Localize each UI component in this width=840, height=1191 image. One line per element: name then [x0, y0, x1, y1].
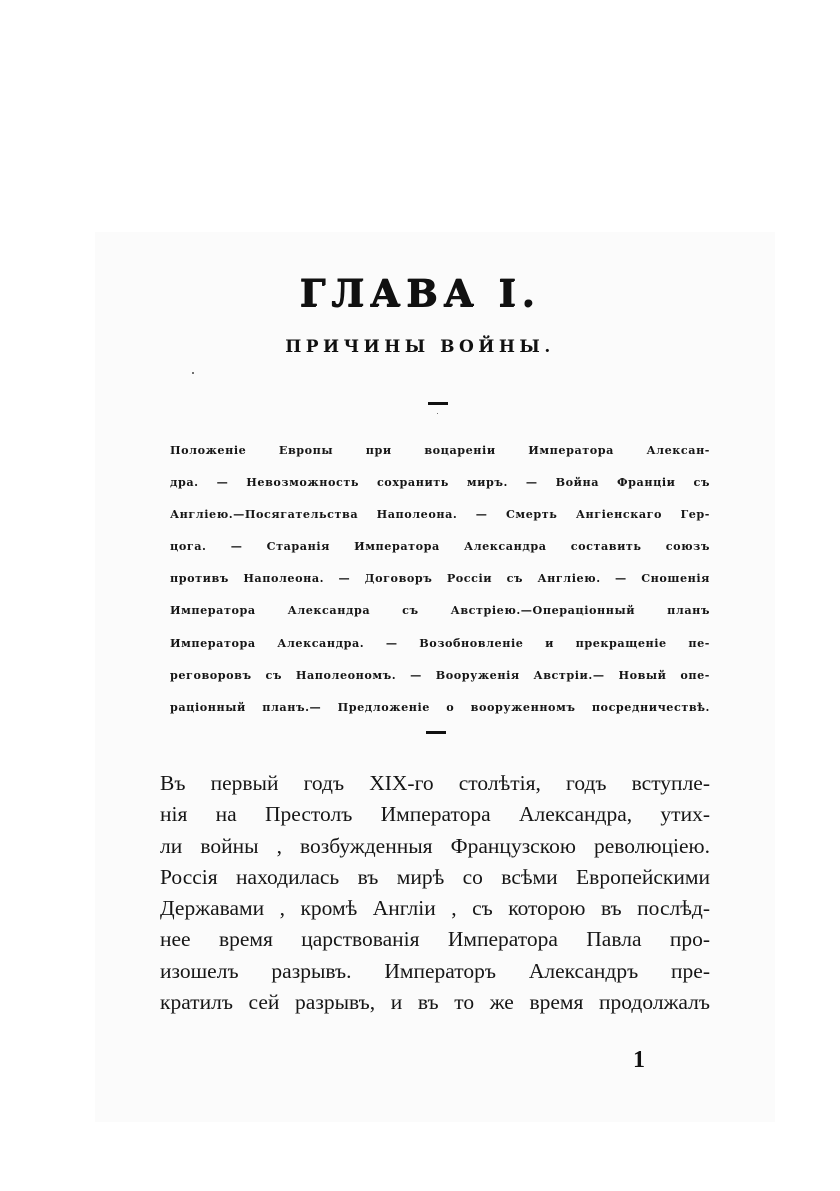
summary-line: Императора Александра. — Возобновленiе и прекращенiе пе-	[170, 635, 710, 650]
body-line: нее время царствованiя Императора Павла про-	[160, 927, 710, 952]
separator-rule-top	[428, 402, 448, 405]
body-line: изошелъ разрывъ. Императоръ Александръ пре-	[160, 958, 710, 983]
separator-rule-bottom	[426, 731, 446, 734]
body-line: ли войны , возбужденныя Французскою революцiею.	[160, 833, 710, 858]
chapter-summary	[170, 434, 710, 723]
scan-speck	[437, 413, 438, 414]
scan-speck	[192, 372, 194, 374]
summary-line: противъ Наполеона. — Договоръ Россiи съ Англiею. — Сношенiя	[170, 571, 710, 586]
body-line: Россiя находилась въ мирѣ со всѣми Европейскими	[160, 864, 710, 889]
chapter-subtitle: ПРИЧИНЫ ВОЙНЫ.	[285, 337, 555, 357]
summary-line: дра. — Невозможность сохранить миръ. — Война Францiи съ	[170, 475, 710, 490]
summary-line: рацiонный планъ.— Предложенiе о вооруженномъ посредничествѣ.	[170, 699, 710, 714]
summary-line: реговоровъ съ Наполеономъ. — Вооруженiя Австрiи.— Новый опе-	[170, 667, 710, 682]
body-line: кратилъ сей разрывъ, и въ то же время продолжалъ	[160, 990, 710, 1015]
summary-line: цога. — Старанiя Императора Александра составить союзъ	[170, 539, 710, 554]
body-line: Державами , кромѣ Англiи , съ которою въ послѣд-	[160, 896, 710, 921]
summary-line: Императора Александра съ Австрiею.—Операцiонный планъ	[170, 603, 710, 618]
summary-line: Положенiе Европы при воцаренiи Императора Алексан-	[170, 443, 710, 457]
summary-line: Англiею.—Посягательства Наполеона. — Смерть Ангiенскаго Гер-	[170, 507, 710, 522]
page-number: 1	[633, 1047, 645, 1073]
body-paragraph	[160, 768, 710, 1018]
body-line: Въ первый годъ XIX-го столѣтiя, годъ вступле-	[160, 771, 710, 795]
body-line: нiя на Престолъ Императора Александра, утих-	[160, 802, 710, 827]
chapter-title: ГЛАВА I.	[299, 271, 541, 315]
